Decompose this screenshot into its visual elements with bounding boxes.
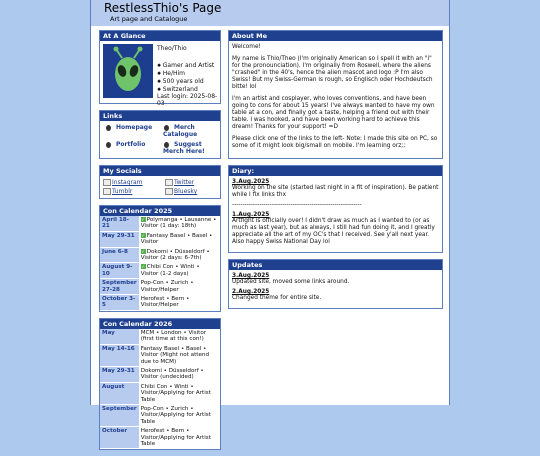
socials-box xyxy=(99,165,221,199)
table-row xyxy=(100,279,220,295)
con-calendar-2025-heading: Con Calendar 2025 xyxy=(100,206,220,216)
about-paragraph: Welcome! xyxy=(232,44,261,50)
update-text: Updated site, moved some links around. xyxy=(232,279,350,285)
checkmark-icon: ✓ xyxy=(141,248,145,254)
con-details: Chibi Con • Winti • Visitor (1-2 days) xyxy=(140,264,200,277)
con-month: May 29-31 xyxy=(100,366,139,382)
broken-image-icon xyxy=(165,179,173,186)
site-header xyxy=(91,0,449,26)
updates-heading: Updates xyxy=(229,260,442,270)
table-row xyxy=(100,329,220,344)
con-details: Herofest • Bern • Visitor/Applying for Artist Table xyxy=(140,428,211,447)
table-row xyxy=(100,216,220,231)
homepage-link[interactable]: Homepage xyxy=(116,124,153,131)
site-subtitle: Art page and Catalogue xyxy=(110,15,188,23)
table-row xyxy=(100,344,220,366)
con-month: August 9-10 xyxy=(100,263,139,279)
portfolio-link[interactable]: Portfolio xyxy=(116,141,146,148)
diary-date: 1.Aug.2025 xyxy=(232,212,270,218)
links-heading: Links xyxy=(100,111,220,121)
profile-facts xyxy=(157,62,214,94)
instagram-link[interactable]: Instagram xyxy=(112,179,143,186)
table-row xyxy=(100,247,220,263)
right-column xyxy=(228,30,443,315)
con-calendar-2026 xyxy=(99,318,221,451)
con-details: Fantasy Basel • Basel • Visitor xyxy=(140,232,213,246)
broken-image-icon xyxy=(165,188,173,195)
last-login: Last login: 2025-08-03 xyxy=(157,93,218,107)
con-month: September xyxy=(100,404,139,426)
con-details: Polymanga • Lausanne • Visitor (1 day: 18th) xyxy=(140,217,217,230)
con-month: September 27-28 xyxy=(102,280,137,293)
suggest-merch-link[interactable]: Suggest Merch Here! xyxy=(163,141,205,155)
alien-icon xyxy=(105,141,112,148)
profile-name: Theo/Thio xyxy=(157,45,187,52)
twitter-link[interactable]: Twitter xyxy=(174,179,195,186)
about-paragraph: My name is Thio/Theo (I'm originally American so I spell it with an "i" for the pronounciation). I'm originally from Roswell, where the aliens "crashed" in the 40's, hence the alien mascot and logo :P I'm also Swiss! But my Swiss-German is rough, so Englisch oder Hochdeutsch bitte! lol xyxy=(232,56,433,90)
con-month: May xyxy=(100,329,139,344)
about-paragraph: I'm an artist and cosplayer, who loves conventions, and have been going to cons for about 15 years! I've always wanted to have my own table at a con, and finally got a taste, helping a friend out with their table. I was hooked, and have been working hard to achieve this dream! Thanks for your support! =D xyxy=(232,96,435,130)
con-details: Fantasy Basel • Basel • Visitor (Might not attend due to MCM) xyxy=(140,345,210,365)
con-details: Pop-Con • Zurich • Visitor/Applying for Artist Table xyxy=(140,405,211,425)
bluesky-link[interactable]: Bluesky xyxy=(174,188,198,195)
con-details: Dokomi • Düsseldorf • Visitor (undecided) xyxy=(140,367,204,381)
con-details: Herofest • Bern • Visitor/Helper xyxy=(140,296,190,309)
site-title: RestlessThio's Page xyxy=(104,1,222,15)
broken-image-icon xyxy=(103,188,111,195)
con-month: October 3-5 xyxy=(100,295,139,311)
con-month: October xyxy=(100,427,139,449)
checkmark-icon: ✓ xyxy=(141,264,145,270)
alien-mascot-icon xyxy=(103,44,153,98)
con-details: MCM • London • Visitor (first time at this con!) xyxy=(140,329,207,343)
checkmark-icon: ✓ xyxy=(141,217,145,222)
table-row xyxy=(100,404,220,426)
at-a-glance-heading: At A Glance xyxy=(100,31,220,41)
about-paragraph: Please click one of the links to the left- Note: I made this site on PC, so some of it might look big/small on mobile. I'm learning orz;; xyxy=(232,136,438,149)
diary-text: Working on the site (started last night in a fit of inspiration). Be patient while I fix links thx xyxy=(232,185,439,198)
con-month: June 6-8 xyxy=(100,247,139,263)
con-calendar-2026-heading: Con Calendar 2026 xyxy=(100,319,220,329)
update-date: 3.Aug.2025 xyxy=(232,273,270,279)
updates-box xyxy=(228,259,443,309)
alien-icon xyxy=(163,141,170,148)
tumblr-link[interactable]: Tumblr xyxy=(112,188,133,195)
diary-date: 3.Aug.2025 xyxy=(232,179,270,185)
profile-fact: ✹ Switzerland xyxy=(157,86,214,94)
checkmark-icon: ✓ xyxy=(141,232,145,238)
diary-heading: Diary: xyxy=(229,166,442,176)
merch-catalogue-link[interactable]: Merch Catalogue xyxy=(163,124,198,138)
avatar xyxy=(103,44,153,98)
con-calendar-2025 xyxy=(99,205,221,312)
alien-icon xyxy=(105,124,112,131)
diary-separator: -------------------------------------------------------------- xyxy=(232,202,362,208)
update-date: 2.Aug.2025 xyxy=(232,289,270,295)
profile-fact: ✹ 500 years old xyxy=(157,78,214,86)
con-details: Pop-Con • Zurich • Visitor/Helper xyxy=(140,280,194,293)
left-column xyxy=(99,30,221,456)
con-month: August xyxy=(100,382,139,404)
table-row xyxy=(100,427,220,449)
alien-icon xyxy=(163,124,170,131)
page xyxy=(90,0,450,447)
con-month: April 18-21 xyxy=(100,216,139,231)
profile-fact: ✹ Gamer and Artist xyxy=(157,62,214,70)
links-box xyxy=(99,110,221,159)
update-text: Changed theme for entire site. xyxy=(232,295,322,301)
at-a-glance-box xyxy=(99,30,221,107)
table-row xyxy=(100,382,220,404)
socials-heading: My Socials xyxy=(100,166,220,176)
con-month: May 14-16 xyxy=(100,344,139,366)
diary-box xyxy=(228,165,443,253)
table-row xyxy=(100,231,220,247)
profile-fact: ✹ He/Him xyxy=(157,70,214,78)
table-row xyxy=(100,295,220,311)
con-details: Dokomi • Düsseldorf • Visitor (2 days: 6-7th) xyxy=(140,248,210,262)
about-me-heading: About Me xyxy=(229,31,442,41)
broken-image-icon xyxy=(103,179,111,186)
table-row xyxy=(100,366,220,382)
con-month: May 29-31 xyxy=(100,231,139,247)
table-row xyxy=(100,263,220,279)
con-details: Chibi Con • Winti • Visitor/Applying for Artist Table xyxy=(140,383,211,403)
diary-text: Artfight is officially over! I didn't draw as much as I wanted to (or as much as last year), but as always, I still had fun doing it, and I greatly appreciate all the art of my OC's that I received. See y'all next year. Also happy Swiss National Day lol xyxy=(232,218,435,245)
about-me-box xyxy=(228,30,443,159)
